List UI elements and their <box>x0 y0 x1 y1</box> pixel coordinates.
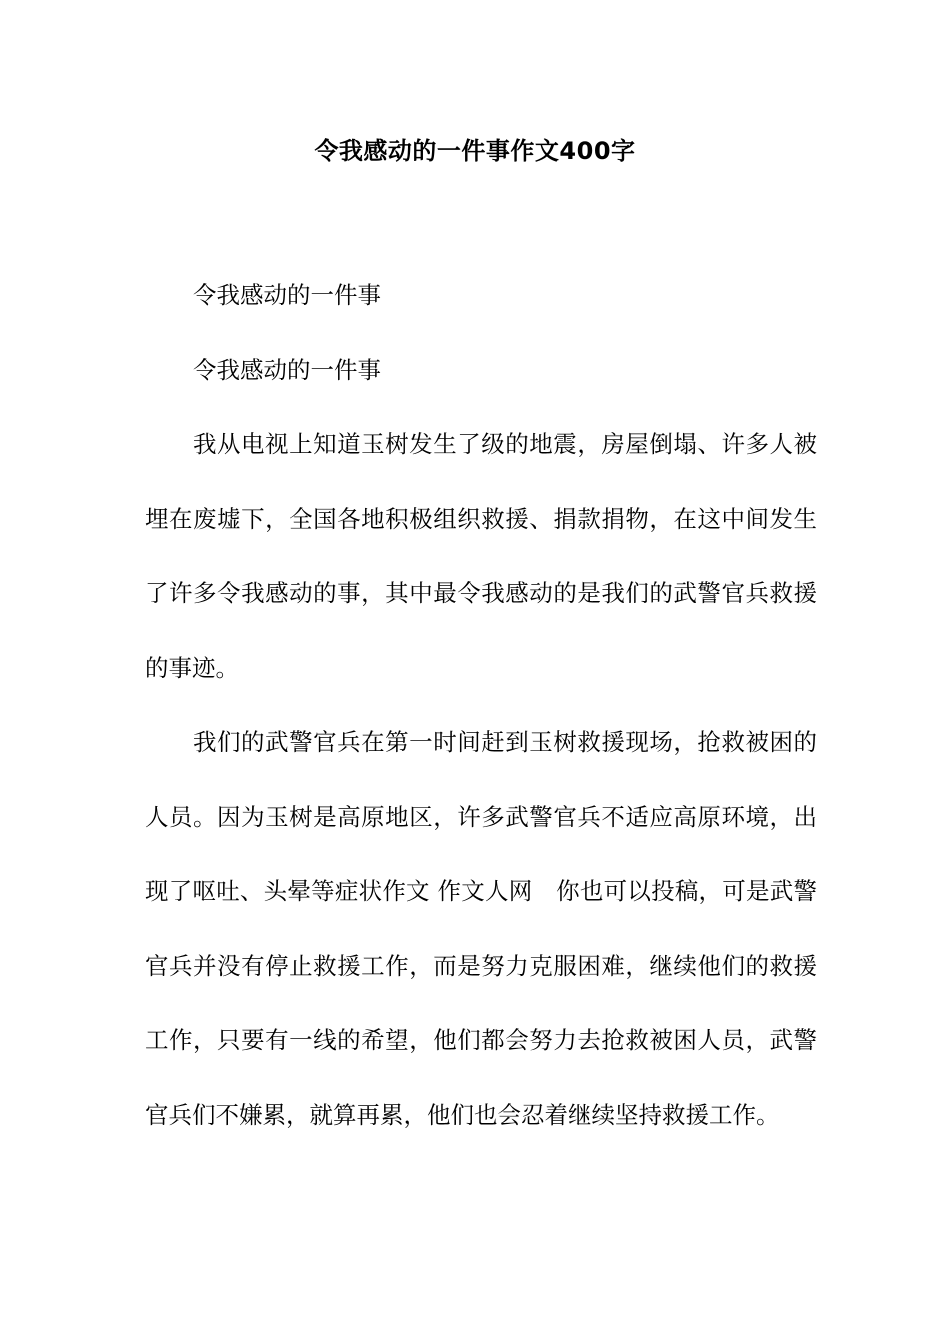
document-title: 令我感动的一件事作文400字 <box>314 137 636 165</box>
paragraph-subtitle-2: 令我感动的一件事 <box>193 355 381 384</box>
paragraph-1: 我从电视上知道玉树发生了级的地震，房屋倒塌、许多人被埋在废墟下，全国各地积极组织救援、捐款捐物，在这中间发生了许多令我感动的事，其中最令我感动的是我们的武警官兵救援的事迹。 <box>145 430 817 682</box>
paragraph-2: 我们的武警官兵在第一时间赶到玉树救援现场，抢救被困的人员。因为玉树是高原地区，许多武警官兵不适应高原环境，出现了呕吐、头晕等症状作文 作文人网 你也可以投稿，可是武警官兵并没有停止救援工作，而是努力克服困难，继续他们的救援工作，只要有一线的希望，他们都会努力去抢救被困人员，武警官兵们不嫌累，就算再累，他们也会忍着继续坚持救援工作。 <box>145 728 817 1129</box>
document-body <box>145 258 817 1152</box>
paragraph-subtitle-1: 令我感动的一件事 <box>193 281 381 309</box>
